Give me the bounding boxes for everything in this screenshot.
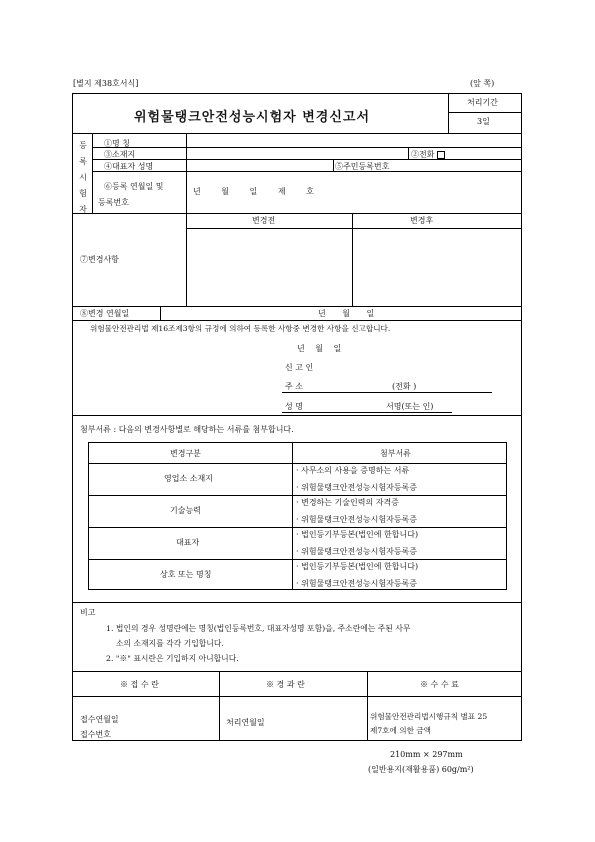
name-field[interactable]	[187, 134, 521, 146]
attachment-doc: · 위험물탱크안전성능시험자등록증	[296, 483, 418, 492]
attachment-doc: · 법인등기부등본(법인에 한합니다)	[296, 530, 419, 539]
reg-date-value[interactable]: 년 월 일 제 호	[193, 187, 314, 196]
change-date-value[interactable]: 년 월 일	[318, 309, 375, 318]
address-label: ③소재지	[104, 150, 136, 159]
resident-number-label: ⑤주민등록번호	[335, 162, 390, 171]
fee-basis-line2: 제7호에 의한 금액	[370, 726, 432, 735]
declarant-address-label: 주 소	[285, 382, 303, 391]
attachments-col-docs: 첨부서류	[380, 449, 411, 458]
attachment-doc: · 법인등기부등본(법인에 한합니다)	[296, 562, 419, 571]
form-number: [별지 제38호서식]	[73, 79, 139, 88]
declaration-statement: 위험물안전관리법 제16조제3항의 규정에 의하여 등록한 사항중 변경한 사항을 신고합니다.	[90, 324, 391, 333]
reg-number-label: 등록번호	[98, 198, 129, 207]
note-item-1-cont: 소의 소재지를 각각 기입합니다.	[116, 639, 224, 648]
phone-checkbox[interactable]	[437, 151, 445, 159]
before-change-header: 변경전	[252, 216, 276, 225]
paper-size: 210mm × 297mm	[390, 750, 463, 759]
resident-number-field[interactable]	[404, 160, 521, 171]
notes-label: 비고	[80, 608, 96, 617]
attachment-doc: · 변경하는 기술인력의 자격증	[296, 498, 399, 507]
registrant-section-label: 등 록 시 험 자	[79, 141, 87, 214]
attachment-doc: · 사무소의 사용을 증명하는 서류	[296, 466, 410, 475]
attachment-doc: · 위험물탱크안전성능시험자등록증	[296, 547, 418, 556]
table-row: 상호 또는 명칭	[160, 570, 212, 579]
changes-label: ⑦변경사항	[80, 255, 119, 264]
fee-column-header: ※ 수 수 료	[420, 680, 459, 689]
reg-date-label: ⑥등록 연월일 및	[104, 182, 164, 191]
representative-label: ④대표자 성명	[104, 162, 154, 171]
form-title: 위험물탱크안전성능시험자 변경신고서	[134, 110, 371, 125]
page-side-label: (앞 쪽)	[470, 79, 495, 88]
phone-label: ②전화	[411, 151, 445, 159]
table-row: 영업소 소재지	[164, 474, 213, 483]
after-change-header: 변경후	[410, 216, 434, 225]
note-item-2: 2. "※" 표시란은 기입하지 아니합니다.	[106, 654, 239, 663]
table-row: 기술능력	[170, 506, 201, 515]
declarant-name-label: 성 명	[285, 402, 303, 411]
representative-field[interactable]	[187, 160, 332, 171]
table-row: 대표자	[176, 538, 200, 547]
before-change-field[interactable]	[187, 229, 351, 305]
attachments-intro: 첨부서류 : 다음의 변경사항별로 해당하는 서류를 첨부합니다.	[80, 425, 294, 434]
signature-label[interactable]: 서명(또는 인)	[386, 402, 434, 411]
after-change-field[interactable]	[353, 229, 521, 305]
note-item-1: 1. 법인의 경우 성명란에는 명칭(법인등록번호, 대표자성명 포함)을, 주소란에는 주된 사무	[106, 624, 411, 633]
name-label: ①명 칭	[104, 139, 130, 148]
declarant-label: 신 고 인	[285, 363, 314, 372]
receipt-number-label: 접수번호	[80, 730, 111, 739]
attachment-doc: · 위험물탱크안전성능시험자등록증	[296, 579, 418, 588]
processing-period-label: 처리기간	[467, 98, 498, 107]
process-date-label: 처리연월일	[226, 718, 265, 727]
receipt-column-header: ※ 접 수 란	[120, 680, 159, 689]
change-date-label: ⑧변경 연월일	[80, 309, 130, 318]
attachment-doc: · 위험물탱크안전성능시험자등록증	[296, 515, 418, 524]
fee-basis-line1: 위험물안전관리법시행규칙 별표 25	[370, 712, 488, 721]
declarant-phone[interactable]: (전화 )	[392, 382, 417, 391]
paper-type: (일반용지(재활용품) 60g/m²)	[368, 765, 474, 774]
progress-column-header: ※ 경 과 란	[266, 680, 305, 689]
attachments-col-category: 변경구분	[170, 449, 201, 458]
processing-period-value: 3일	[477, 117, 490, 126]
declaration-date[interactable]: 년 월 일	[297, 344, 342, 353]
address-field[interactable]	[187, 148, 407, 159]
receipt-date-label: 접수연월일	[80, 715, 119, 724]
